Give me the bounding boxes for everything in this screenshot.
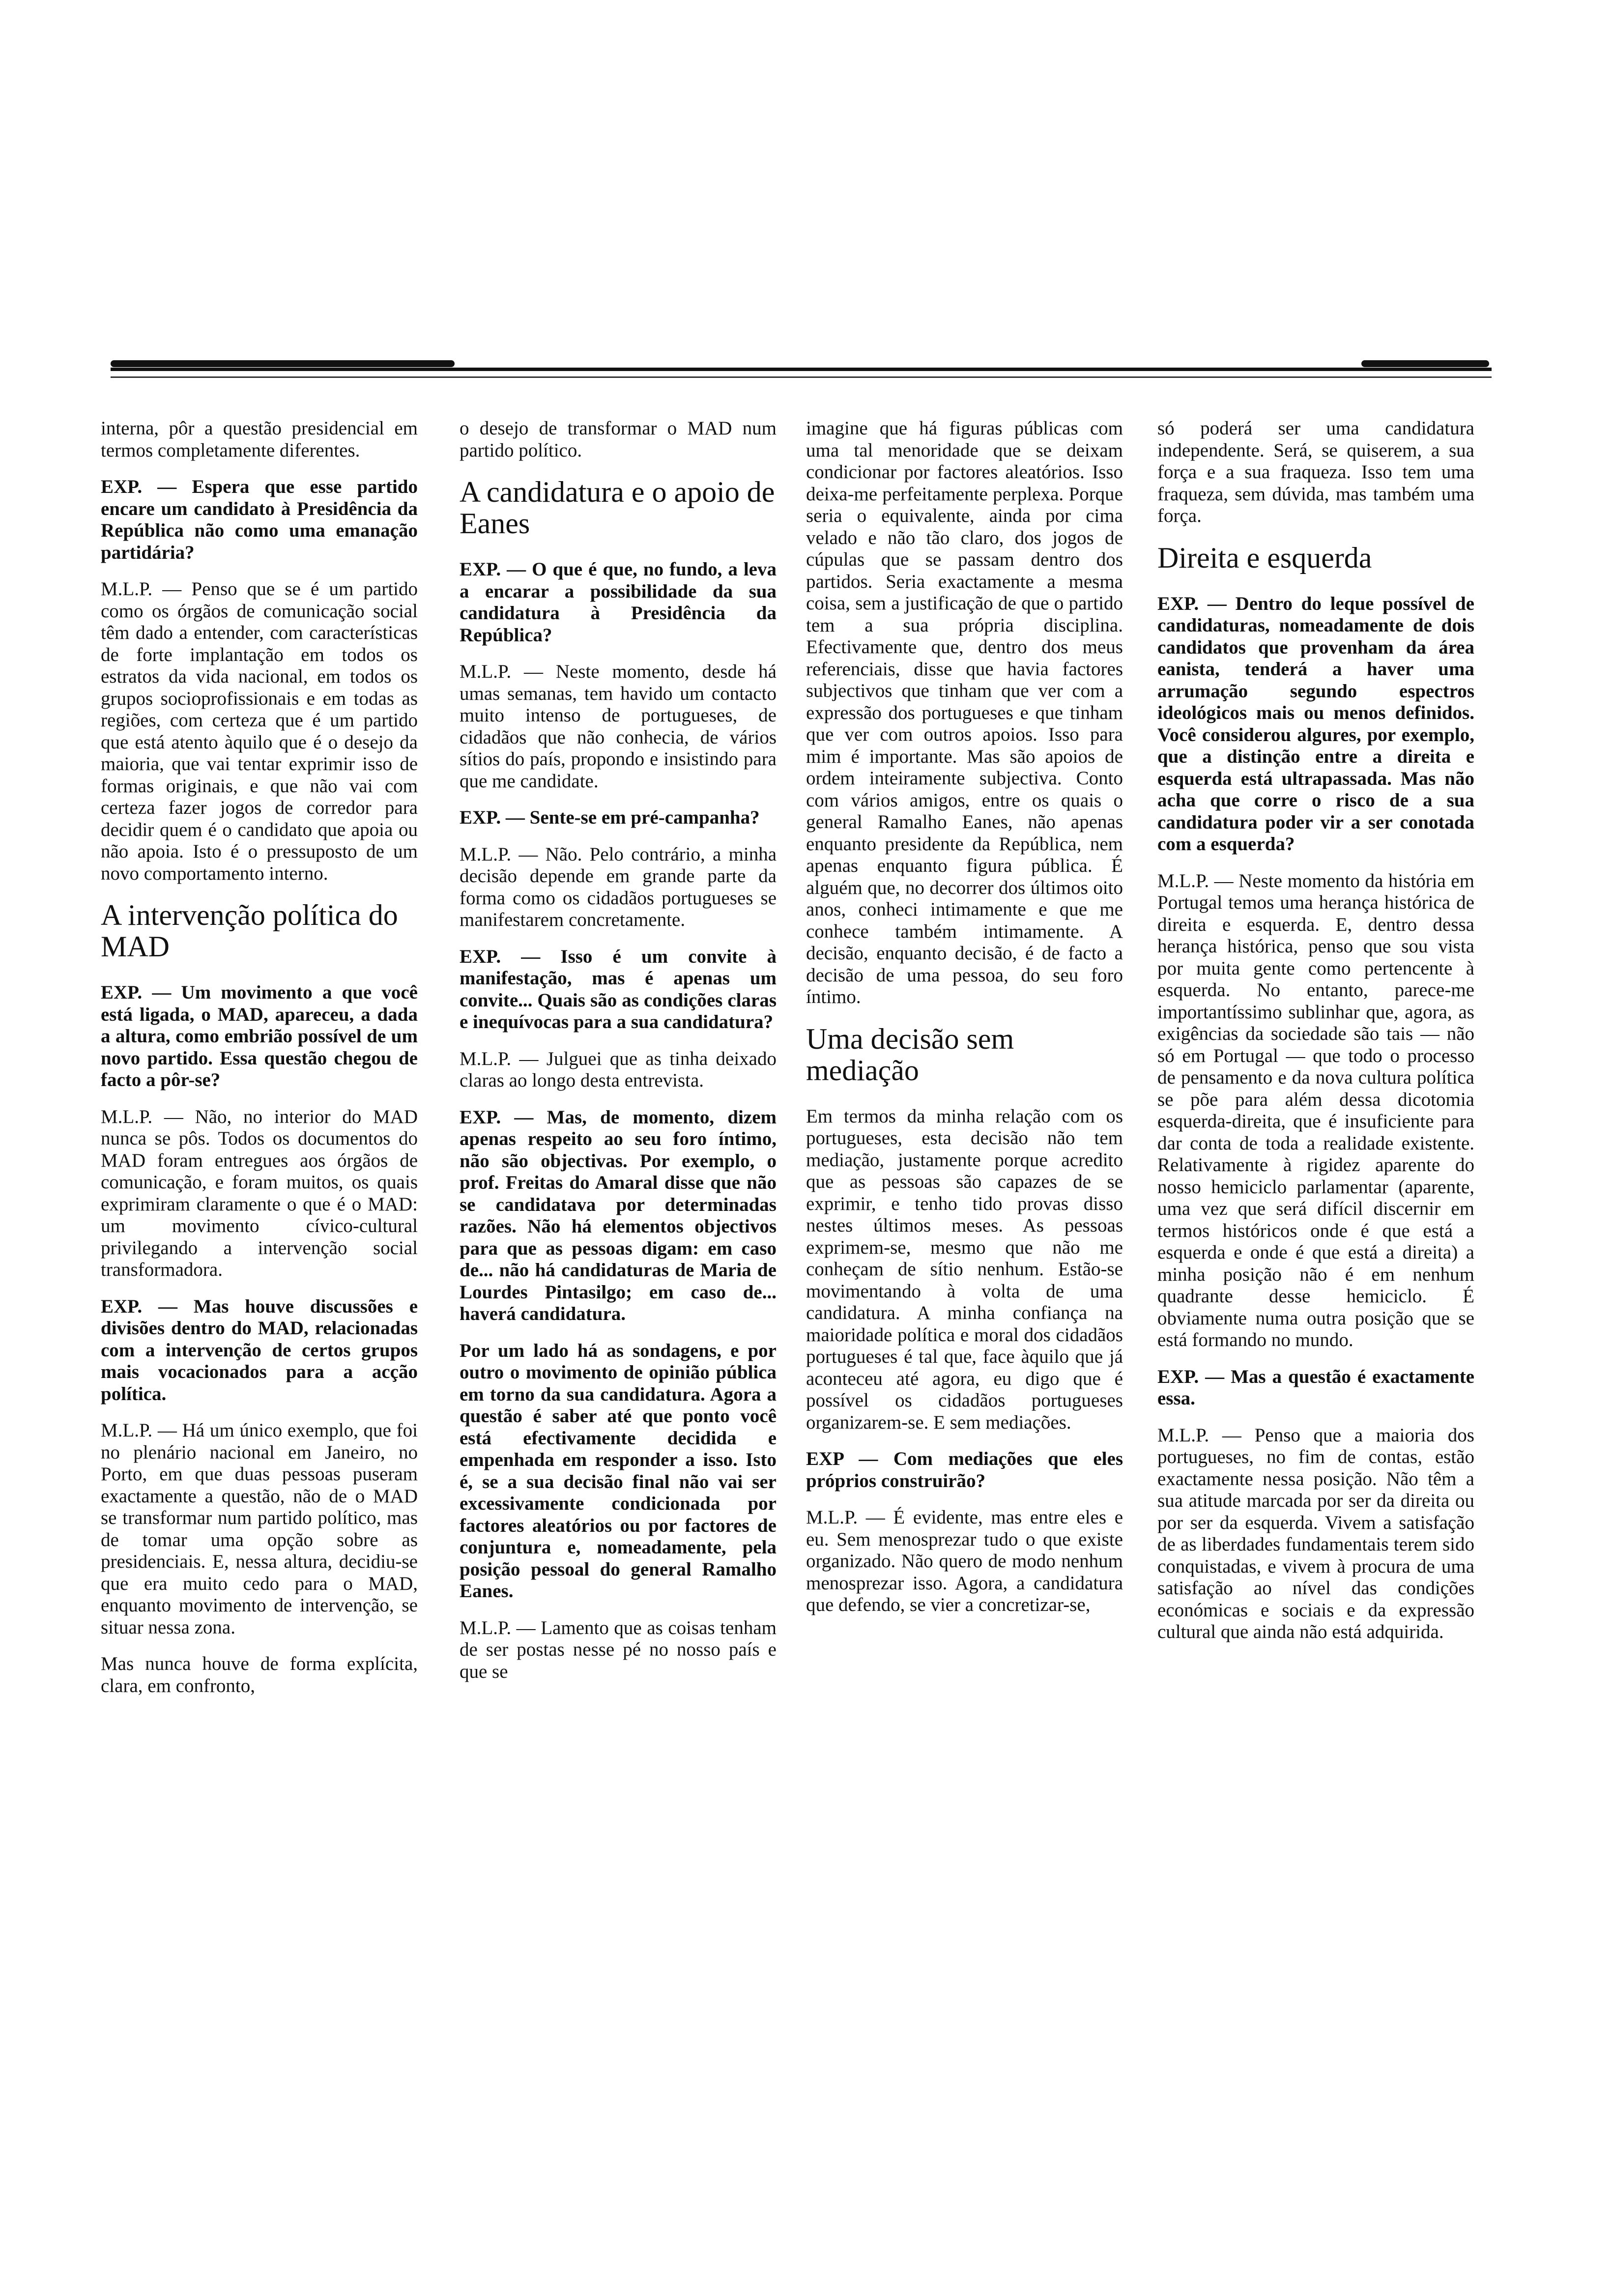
column-3 [806, 418, 1123, 2192]
interview-answer: M.L.P. — Neste momento, desde há umas semanas, tem havido um contacto muito intenso de portugueses, de cidadãos que não conhecia, de vários sítios do país, propondo e insistindo para que me candidate. [460, 661, 777, 792]
interview-question: EXP. — Um movimento a que você está ligada, o MAD, apareceu, a dada a altura, como embrião possível de um novo partido. Essa questão chegou de facto a pôr-se? [101, 982, 418, 1091]
interview-answer: M.L.P. — Julguei que as tinha deixado claras ao longo desta entrevista. [460, 1048, 777, 1091]
header-rule-right [1361, 360, 1489, 367]
interview-question: EXP. — Isso é um convite à manifestação, mas é apenas um convite... Quais são as condições claras e inequívocas para a sua candidatura? [460, 946, 777, 1033]
paragraph: Em termos da minha relação com os portugueses, esta decisão não tem mediação, justamente porque acredito que as pessoas são capazes de se exprimir, e tenho tido provas disso nestes últimos meses. As pessoas exprimem-se, mesmo que não me conheçam de sítio nenhum. Estão-se movimentando à volta de uma candidatura. A minha confiança na maioridade política e moral dos cidadãos portugueses é tal que, face àquilo que já aconteceu até agora, eu digo que é possível os cidadãos portugueses organizarem-se. E sem mediações. [806, 1105, 1123, 1433]
section-heading: A intervenção política do MAD [101, 899, 398, 963]
interview-answer: M.L.P. — Penso que a maioria dos portugueses, no fim de contas, estão exactamente nessa posição. Não têm a sua atitude marcada por ser da direita ou por ser da esquerda. Vivem a satisfação de as liberdades fundamentais terem sido conquistadas, e vivem à procura de uma satisfação ao nível das condições económicas e sociais e da expressão cultural que ainda não está adquirida. [1157, 1424, 1474, 1642]
interview-question: EXP. — Mas, de momento, dizem apenas respeito ao seu foro íntimo, não são objectivas. Por exemplo, o prof. Freitas do Amaral disse que não se candidatava por determinadas razões. Não há elementos objectivos para que as pessoas digam: em caso de... não há candidaturas de Maria de Lourdes Pintasilgo; em caso de... haverá candidatura. [460, 1106, 777, 1324]
interview-question: EXP. — Sente-se em pré-campanha? [460, 807, 760, 828]
interview-answer: M.L.P. — Neste momento da história em Portugal temos uma herança histórica de direita e esquerda. E, dentro dessa herança histórica, penso que sou vista por muita gente como pertencente à esquerda. No entanto, parece-me importantíssimo sublinhar que, agora, as exigências da sociedade são tais — não só em Portugal — que todo o processo de pensamento e da nova cultura política se põe para além dessa dicotomia esquerda-direita, que é insuficiente para dar conta de toda a realidade existente. Relativamente à rigidez aparente do nosso hemiciclo parlamentar (aparente, uma vez que será difícil discernir em termos históricos onde é que está a esquerda e onde é que está a direita) a minha posição não é em nenhum quadrante desse hemiciclo. É obviamente numa outra posição que se está formando no mundo. [1157, 870, 1474, 1350]
header-rule-left [111, 360, 455, 367]
interview-answer: M.L.P. — Não, no interior do MAD nunca se pôs. Todos os documentos do MAD foram entregues aos órgãos de comunicação, e foram muitos, os quais exprimiram claramente o que é o MAD: um movimento cívico-cultural privilegando a intervenção social transformadora. [101, 1106, 418, 1280]
paragraph: só poderá ser uma candidatura independente. Será, se quiserem, a sua força e a sua fraqueza. Isso tem uma fraqueza, sem dúvida, mas também uma força. [1157, 418, 1474, 526]
paragraph: interna, pôr a questão presidencial em termos completamente diferentes. [101, 418, 418, 461]
interview-answer: M.L.P. — É evidente, mas entre eles e eu. Sem menosprezar tudo o que existe organizado. Não quero de modo nenhum menosprezar isso. Agora, a candidatura que defendo, se vier a concretizar-se, [806, 1507, 1123, 1615]
header-rule [111, 368, 1492, 371]
column-1 [101, 418, 418, 2192]
interview-question: EXP. — Mas houve discussões e divisões dentro do MAD, relacionadas com a intervenção de certos grupos mais vocacionados para a acção política. [101, 1295, 418, 1405]
paragraph: o desejo de transformar o MAD num partido político. [460, 418, 777, 461]
interview-answer: M.L.P. — Não. Pelo contrário, a minha decisão depende em grande parte da forma como os cidadãos portugueses se manifestarem concretamente. [460, 843, 777, 930]
column-4 [1157, 418, 1474, 2192]
section-heading: Uma decisão sem mediação [806, 1022, 1014, 1087]
interview-answer: M.L.P. — Há um único exemplo, que foi no plenário nacional em Janeiro, no Porto, em que duas pessoas puseram exactamente a questão, não de o MAD se transformar num partido político, mas de tomar uma opção sobre as presidenciais. E, nessa altura, decidiu-se que era muito cedo para o MAD, enquanto movimento de intervenção, se situar nessa zona. [101, 1420, 418, 1638]
paragraph: Mas nunca houve de forma explícita, clara, em confronto, [101, 1653, 418, 1696]
interview-question: EXP — Com mediações que eles próprios construirão? [806, 1448, 1123, 1492]
section-heading: A candidatura e o apoio de Eanes [460, 476, 775, 540]
section-heading: Direita e esquerda [1157, 541, 1372, 574]
interview-question: EXP. — Espera que esse partido encare um candidato à Presidência da República não como uma emanação partidária? [101, 476, 418, 563]
interview-answer: M.L.P. — Lamento que as coisas tenham de ser postas nesse pé no nosso país e que se [460, 1617, 777, 1682]
paragraph: imagine que há figuras públicas com uma tal menoridade que se deixam condicionar por factores aleatórios. Isso deixa-me perfeitamente perplexa. Porque seria o equivalente, ainda por cima velado e não tão claro, dos jogos de cúpulas que se passam dentro dos partidos. Seria exactamente a mesma coisa, sem a justificação de que o partido tem a sua própria disciplina. Efectivamente que, dentro dos meus referenciais, disse que havia factores subjectivos que tinham que ver com a expressão dos portugueses e que tinham que ver com outros apoios. Isso para mim é importante. Mas são apoios de ordem inteiramente subjectiva. Conto com vários amigos, entre os quais o general Ramalho Eanes, não apenas enquanto presidente da República, nem apenas enquanto figura pública. É alguém que, no decorrer dos últimos oito anos, conheci intimamente e que me conhece também intimamente. A decisão, enquanto decisão, é de facto a decisão de uma pessoa, do seu foro íntimo. [806, 418, 1123, 1007]
interview-question: EXP. — Mas a questão é exactamente essa. [1157, 1366, 1474, 1409]
interview-question: EXP. — O que é que, no fundo, a leva a encarar a possibilidade da sua candidatura à Presidência da República? [460, 559, 777, 646]
interview-answer: M.L.P. — Penso que se é um partido como os órgãos de comunicação social têm dado a entender, com características de forte implantação em todos os estratos da vida nacional, em todos os grupos socioprofissionais e em todas as regiões, com certeza que é um partido que está atento àquilo que é o desejo da maioria, que vai tentar exprimir isso de formas originais, e que não vai com certeza fazer jogos de corredor para decidir quem é o candidato que apoia ou não apoia. Isto é o pressuposto de um novo comportamento interno. [101, 578, 418, 884]
interview-question: EXP. — Dentro do leque possível de candidaturas, nomeadamente de dois candidatos que provenham da área eanista, tenderá a haver uma arrumação segundo espectros ideológicos mais ou menos definidos. Você considerou algures, por exemplo, que a distinção entre a direita e esquerda está ultrapassada. Mas não acha que corre o risco de a sua candidatura poder vir a ser conotada com a esquerda? [1157, 593, 1474, 855]
interview-question: Por um lado há as sondagens, e por outro o movimento de opinião pública em torno da sua candidatura. Agora a questão é saber até que ponto você está efectivamente decidida e empenhada em responder a isso. Isto é, se a sua decisão final não vai ser excessivamente condicionada por factores aleatórios ou por factores de conjuntura e, nomeadamente, pela posição pessoal do general Ramalho Eanes. [460, 1340, 777, 1602]
header-rule-thin [111, 376, 1492, 378]
column-2 [460, 418, 777, 2192]
